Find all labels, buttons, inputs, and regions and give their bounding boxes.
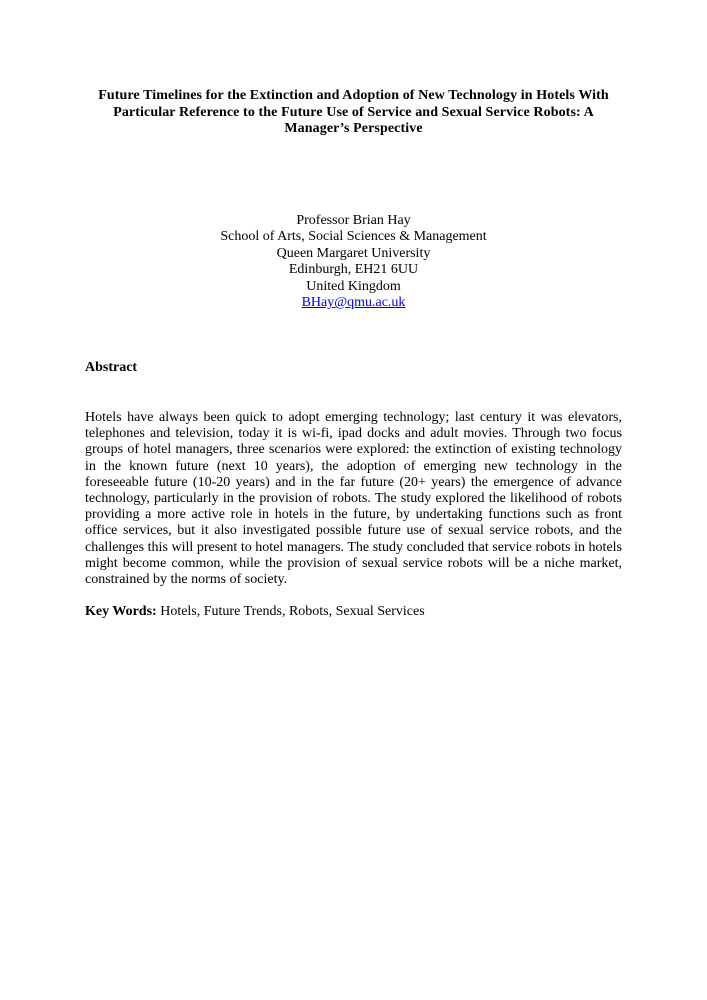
author-university: Queen Margaret University bbox=[276, 245, 431, 261]
author-school: School of Arts, Social Sciences & Management bbox=[220, 229, 487, 244]
author-name: Professor Brian Hay bbox=[296, 212, 411, 228]
author-country: United Kingdom bbox=[306, 278, 401, 294]
author-block bbox=[85, 213, 622, 312]
author-email-link[interactable]: BHay@qmu.ac.uk bbox=[301, 295, 406, 310]
abstract-paragraph: Hotels have always been quick to adopt emerging technology; last century it was elevators, telephones and television, today it is wi-fi, ipad docks and adult movies. Through two focus groups of hotel managers, three scenarios were explored: the extinction of existing technology in the known future (next 10 years), the adoption of emerging new technology in the foreseeable future (10-20 years) and in the far future (20+ years) the emergence of advance technology, particularly in the provision of robots. The study explored the likelihood of robots providing a more active role in hotels in the future, by undertaking functions such as front office services, but it also investigated possible future use of sexual service robots, and the challenges this will present to hotel managers. The study concluded that service robots in hotels might become common, while the provision of sexual service robots will be a niche market, constrained by the norms of society. bbox=[85, 410, 622, 588]
abstract-heading: Abstract bbox=[85, 359, 138, 375]
keywords-line bbox=[85, 604, 622, 621]
author-address: Edinburgh, EH21 6UU bbox=[288, 262, 419, 277]
keywords-label: Key Words: bbox=[85, 604, 157, 620]
paper-title: Future Timelines for the Extinction and Adoption of New Technology in Hotels With Particular Reference to the Future Use of Service and Sexual Service Robots: A Manager’s Perspective bbox=[98, 88, 609, 136]
keywords-text: Hotels, Future Trends, Robots, Sexual Services bbox=[156, 604, 425, 620]
